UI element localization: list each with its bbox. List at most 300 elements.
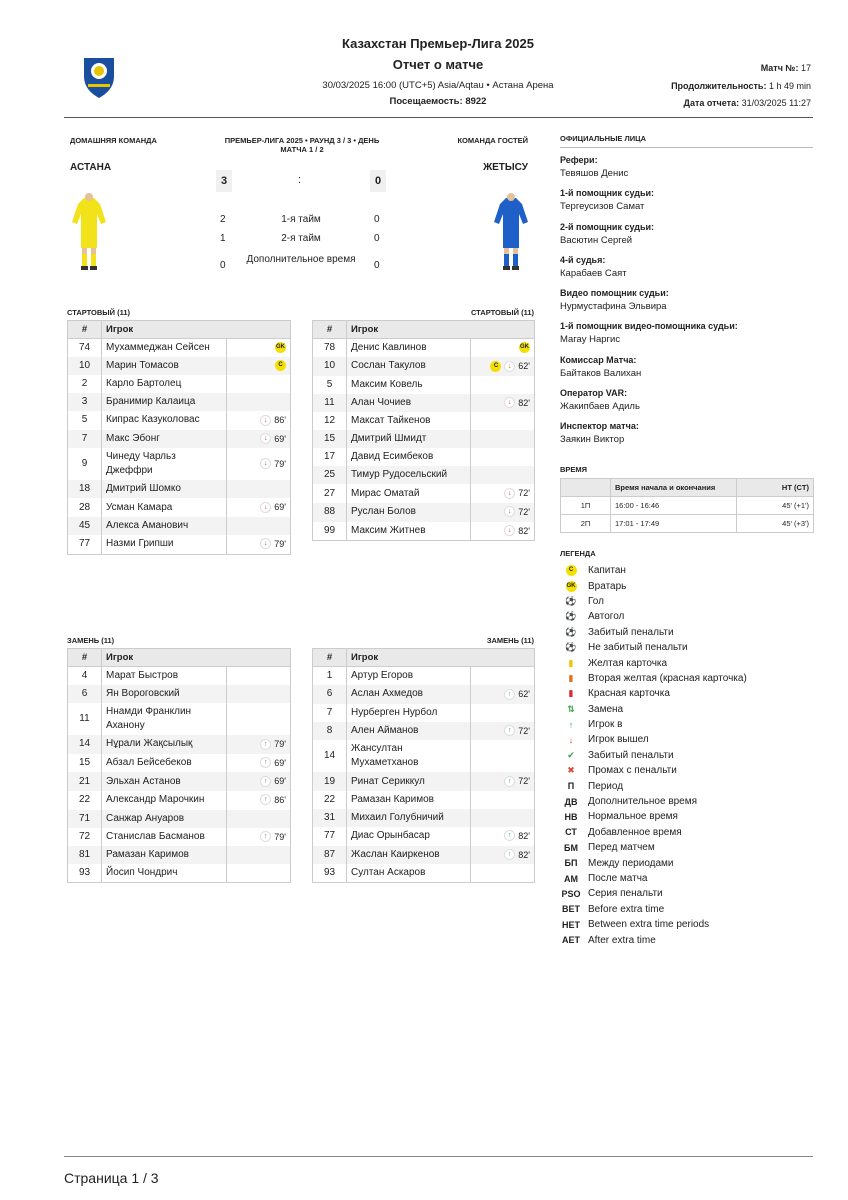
sub-minute: 69' [274,776,286,787]
official-name: Нурмустафина Эльвира [560,301,667,313]
player-name: Дмитрий Шмидт [347,430,471,448]
player-number: 45 [68,517,102,535]
player-name: Артур Егоров [347,667,471,686]
legend-item [560,871,820,886]
legend-text: Дополнительное время [588,796,698,808]
player-name: Нурберген Нурбол [347,704,471,722]
home-subs-table [67,648,291,883]
table-row [313,376,535,394]
table-row [313,740,535,772]
player-badges [471,448,535,466]
legend-item [560,917,820,932]
player-badges [227,791,291,810]
col-player: Игрок [347,321,535,339]
player-badges [227,535,291,554]
official-entry [560,321,813,354]
official-role: Инспектор матча: [560,421,639,432]
player-name: Максим Ковель [347,376,471,394]
table-row [68,498,291,517]
player-name: Алекса Аманович [102,517,227,535]
away-kit-icon [494,192,528,279]
legend-item [560,594,820,609]
legend-text: После матча [588,873,648,884]
red-card-icon: ▮ [568,688,574,699]
legend-text: Вратарь [588,580,627,592]
player-badges [227,411,291,430]
period-away-score: 0 [374,214,380,225]
before-match-abbr: БМ [564,842,578,853]
legend-item [560,932,820,947]
official-role: 1-й помощник видео-помощника судьи: [560,321,738,332]
player-in-icon: ↑ [504,830,515,841]
home-subs-label: ЗАМЕНЬ (11) [67,636,115,645]
player-number: 74 [68,339,102,358]
sub-minute: 79' [274,538,286,549]
official-role: 4-й судья: [560,254,606,265]
player-badges [471,394,535,413]
captain-icon [560,565,582,576]
player-badges [227,339,291,358]
attendance: Посещаемость: 8922 [389,96,487,107]
legend-item [560,825,820,840]
player-in-icon: ↑ [504,849,515,860]
goalkeeper-icon-badge: GK [566,581,577,592]
player-badges [227,430,291,449]
period-home-score: 0 [220,260,226,271]
player-in-icon: ↑ [260,831,271,842]
player-in-icon: ↑ [260,757,271,768]
time-ht: 45' (+1') [737,497,814,515]
time-range: 16:00 - 16:46 [611,497,737,515]
official-role: Рефери: [560,155,598,165]
table-row [68,535,291,554]
sub-minute: 82' [518,830,530,841]
player-name: Рамазан Каримов [347,791,471,809]
table-row [561,515,814,533]
sub-minute: 72' [518,725,530,736]
player-out-icon: ↓ [260,538,271,549]
sub-minute: 82' [518,397,530,408]
col-number: # [313,649,347,667]
legend-item [560,702,820,717]
period-home-score: 1 [220,233,226,244]
player-out-icon: ↓ [260,502,271,513]
official-name: Тевяшов Денис [560,168,629,179]
table-row [313,722,535,741]
table-row [313,827,535,846]
player-badges [471,772,535,791]
player-badges [227,517,291,535]
player-name: Мухаммеджан Сейсен [102,339,227,358]
legend-text: Не забитый пенальти [588,642,688,654]
player-name: Дмитрий Шомко [102,480,227,498]
table-row [68,685,291,703]
player-number: 28 [68,498,102,517]
legend-text: Перед матчем [588,842,655,854]
player-name: Бранимир Калаица [102,393,227,411]
player-name: Жаслан Каиркенов [347,846,471,865]
table-row [68,791,291,810]
extra-time-abbr: ДВ [564,796,578,807]
table-row [313,466,535,484]
legend-item [560,732,820,747]
player-out-icon: ↓ [260,415,271,426]
official-role: Комиссар Матча: [560,354,637,365]
player-badges [227,772,291,791]
player-name: Михаил Голубничий [347,809,471,827]
player-number: 7 [68,430,102,449]
player-number: 10 [313,357,347,376]
player-number: 19 [313,772,347,791]
official-entry [560,388,813,421]
player-badges [471,412,535,430]
player-number: 14 [68,735,102,754]
sub-minute: 86' [274,794,286,805]
player-badges [227,357,291,375]
player-badges [227,685,291,703]
table-row [68,411,291,430]
legend-item [560,763,820,778]
table-row [313,503,535,522]
player-name: Усман Камара [102,498,227,517]
table-row [68,480,291,498]
sub-minute: 82' [518,849,530,860]
penalty-check-icon: ✔ [567,749,575,760]
report-league-title: Казахстан Премьер-Лига 2025 [342,36,534,51]
official-entry [560,355,813,388]
player-badges [471,430,535,448]
player-in-icon: ↑ [260,794,271,805]
player-badges [471,503,535,522]
legend-item [560,640,820,655]
normal-time-abbr: НВ [564,811,578,822]
away-starting-table [312,320,535,541]
round-info: ПРЕМЬЕР-ЛИГА 2025 • РАУНД 3 / 3 • ДЕНЬ МАТЧА 1 / 2 [224,136,380,154]
table-row [68,339,291,358]
legend-label: ЛЕГЕНДА [560,549,596,558]
bet-abbr: BET [562,904,580,915]
legend-text: Желтая карточка [588,657,668,669]
time-label: ВРЕМЯ [560,465,588,474]
legend-text: Красная карточка [588,688,670,700]
legend-item [560,686,820,701]
away-subs-table [312,648,535,883]
player-number: 8 [313,722,347,741]
player-badges [471,864,535,883]
sub-minute: 62' [518,361,530,371]
player-number: 71 [68,810,102,828]
player-number: 22 [313,791,347,809]
score-separator: : [298,174,302,186]
official-name: Байтаков Валихан [560,367,642,379]
col-player: Игрок [102,321,291,339]
player-name: Денис Кавлинов [347,339,471,358]
official-name: Тергеусизов Самат [560,201,645,213]
goalkeeper-icon [560,581,582,592]
home-team-name: АСТАНА [70,162,112,173]
table-row [561,497,814,515]
player-number: 5 [68,411,102,430]
player-out-icon: ↓ [568,734,574,745]
match-duration: Продолжительность: 1 h 49 min [671,81,811,91]
player-number: 27 [313,484,347,503]
player-name: Макс Эбонг [102,430,227,449]
legend-text: Капитан [588,565,626,577]
penalty-cross-icon: ✖ [567,765,575,776]
sub-minute: 69' [274,502,286,513]
match-number: Матч №: 17 [760,63,811,73]
player-name: Санжар Ануаров [102,810,227,828]
legend-text: Вторая желтая (красная карточка) [588,672,747,684]
sub-minute: 86' [274,415,286,425]
player-name: Аслан Ахмедов [347,685,471,704]
legend-text: Before extra time [588,903,665,915]
table-row [68,754,291,773]
official-entry [560,155,813,188]
table-row [313,685,535,704]
penalty-shootout-abbr: PSO [561,888,581,899]
legend-text: Забитый пенальти [588,749,674,761]
time-col-range: Время начала и окончания [611,479,737,497]
period-label: Дополнительное время [246,254,356,265]
second-yellow-icon: ▮ [568,672,574,683]
away-team-label: КОМАНДА ГОСТЕЙ [457,136,528,145]
period-away-score: 0 [374,233,380,244]
player-number: 31 [313,809,347,827]
player-number: 6 [313,685,347,704]
away-team-name: ЖЕТЫСУ [483,162,528,173]
sub-minute: 72' [518,506,530,517]
official-role: 1-й помощник судьи: [560,188,655,199]
table-row [68,667,291,686]
time-period: 1П [561,497,611,515]
player-badges [471,339,535,358]
officials-label: ОФИЦИАЛЬНЫЕ ЛИЦА [560,134,647,143]
player-number: 77 [313,827,347,846]
player-number: 25 [313,466,347,484]
player-name: Султан Аскаров [347,864,471,883]
official-entry [560,288,813,321]
player-name: Ален Айманов [347,722,471,741]
official-name: Жакипбаев Адиль [560,401,640,413]
player-in-icon: ↑ [568,719,574,730]
captain-icon: C [490,361,501,372]
aet-abbr: AET [562,935,580,946]
player-badges [471,522,535,541]
legend-text: Промах с пенальти [588,765,677,777]
table-row [68,810,291,828]
goalkeeper-icon: GK [519,342,530,353]
sub-minute: 69' [274,757,286,768]
legend-text: Гол [588,595,604,607]
legend-text: Добавленное время [588,826,682,838]
substitution-icon: ⇅ [567,703,575,714]
player-number: 93 [313,864,347,883]
legend-item [560,563,820,578]
player-badges [227,864,291,883]
player-number: 3 [68,393,102,411]
player-badges [471,357,535,376]
away-starting-label: СТАРТОВЫЙ (11) [470,308,534,317]
legend-text: Между периодами [588,857,674,869]
player-badges [227,498,291,517]
player-out-icon: ↓ [504,397,515,408]
period-away-score: 0 [374,260,380,271]
legend-item [560,717,820,732]
table-row [68,448,291,480]
own-goal-icon: ⚽ [565,611,577,622]
col-number: # [68,649,102,667]
table-row [68,703,291,735]
player-name: Тимур Рудосельский [347,466,471,484]
player-in-icon: ↑ [260,739,271,750]
player-number: 9 [68,448,102,480]
player-name: Максат Тайкенов [347,412,471,430]
player-number: 5 [313,376,347,394]
player-name: Ринат Сериккул [347,772,471,791]
home-kit-icon [72,192,106,279]
official-name: Карабаев Саят [560,267,627,279]
player-badges [471,809,535,827]
table-row [313,667,535,686]
player-number: 15 [68,754,102,773]
player-name: Эльхан Астанов [102,772,227,791]
player-number: 22 [68,791,102,810]
sub-minute: 62' [518,689,530,699]
legend-item [560,655,820,670]
player-out-icon: ↓ [504,488,515,499]
match-datetime-venue: 30/03/2025 16:00 (UTC+5) Asia/Aqtau • Астана Арена [322,80,554,91]
legend-item [560,778,820,793]
legend-text: Период [588,780,624,792]
table-row [313,809,535,827]
header-divider [64,117,813,118]
player-in-icon: ↑ [504,725,515,736]
player-name: Рамазан Каримов [102,846,227,864]
player-in-icon: ↑ [260,776,271,787]
player-badges [227,667,291,686]
player-in-icon: ↑ [504,776,515,787]
player-badges [471,740,535,772]
official-name: Заякин Виктор [560,434,625,446]
table-row [313,430,535,448]
player-out-icon: ↓ [260,433,271,444]
player-number: 93 [68,864,102,883]
player-number: 6 [68,685,102,703]
player-badges [471,704,535,722]
legend-item [560,794,820,809]
table-row [68,375,291,393]
time-col-period [561,479,611,497]
home-score: 3 [216,170,232,192]
table-row [313,522,535,541]
player-number: 7 [313,704,347,722]
between-periods-abbr: БП [564,858,578,869]
sub-minute: 72' [518,488,530,499]
player-name: Абзал Бейсебеков [102,754,227,773]
table-row [313,448,535,466]
table-row [313,704,535,722]
player-out-icon: ↓ [504,525,515,536]
home-team-label: ДОМАШНЯЯ КОМАНДА [70,136,157,145]
away-score: 0 [370,170,386,192]
goalkeeper-icon: GK [275,342,286,353]
player-number: 2 [68,375,102,393]
player-badges [227,375,291,393]
player-number: 10 [68,357,102,375]
penalty-missed-icon: ⚽ [565,642,577,653]
player-number: 81 [68,846,102,864]
sub-minute: 79' [274,458,286,469]
table-row [68,430,291,449]
player-badges [471,667,535,686]
table-row [313,846,535,865]
captain-icon: C [275,360,286,371]
sub-minute: 82' [518,525,530,536]
player-badges [471,722,535,741]
col-number: # [313,321,347,339]
player-name: Давид Есимбеков [347,448,471,466]
official-name: Васютин Сергей [560,234,633,246]
player-name: Нұрали Жақсылық [102,735,227,754]
sub-minute: 69' [274,433,286,444]
footer-divider [64,1156,813,1157]
player-badges [471,791,535,809]
player-name: Александр Марочкин [102,791,227,810]
legend-text: After extra time [588,934,656,946]
col-player: Игрок [347,649,535,667]
official-role: 2-й помощник судьи: [560,221,655,232]
legend-item [560,902,820,917]
officials-divider [560,147,813,148]
player-badges [227,846,291,864]
player-badges [227,735,291,754]
player-badges [471,685,535,704]
legend-list [560,563,820,948]
period-label: 1-я тайм [281,214,321,225]
table-row [68,393,291,411]
player-badges [227,703,291,735]
table-row [68,864,291,883]
home-starting-table [67,320,291,555]
player-name: Карло Бартолец [102,375,227,393]
player-name: Станислав Басманов [102,828,227,847]
legend-item [560,809,820,824]
official-name: Магау Наргис [560,334,621,346]
table-row [313,791,535,809]
penalty-scored-icon: ⚽ [565,626,577,637]
player-badges [471,827,535,846]
table-row [313,484,535,503]
table-row [313,772,535,791]
player-name: Максим Житнев [347,522,471,541]
player-badges [227,448,291,480]
table-row [313,864,535,883]
table-row [68,828,291,847]
player-number: 72 [68,828,102,847]
report-subtitle: Отчет о матче [392,57,484,72]
col-number: # [68,321,102,339]
player-name: Чинеду Чарльз Джеффри [102,448,227,480]
time-period: 2П [561,515,611,533]
table-row [68,735,291,754]
period-label: 2-я тайм [281,233,321,244]
sub-minute: 79' [274,831,286,842]
player-number: 11 [313,394,347,413]
officials-list [560,155,813,455]
official-entry [560,188,813,221]
away-subs-label: ЗАМЕНЬ (11) [486,636,534,645]
